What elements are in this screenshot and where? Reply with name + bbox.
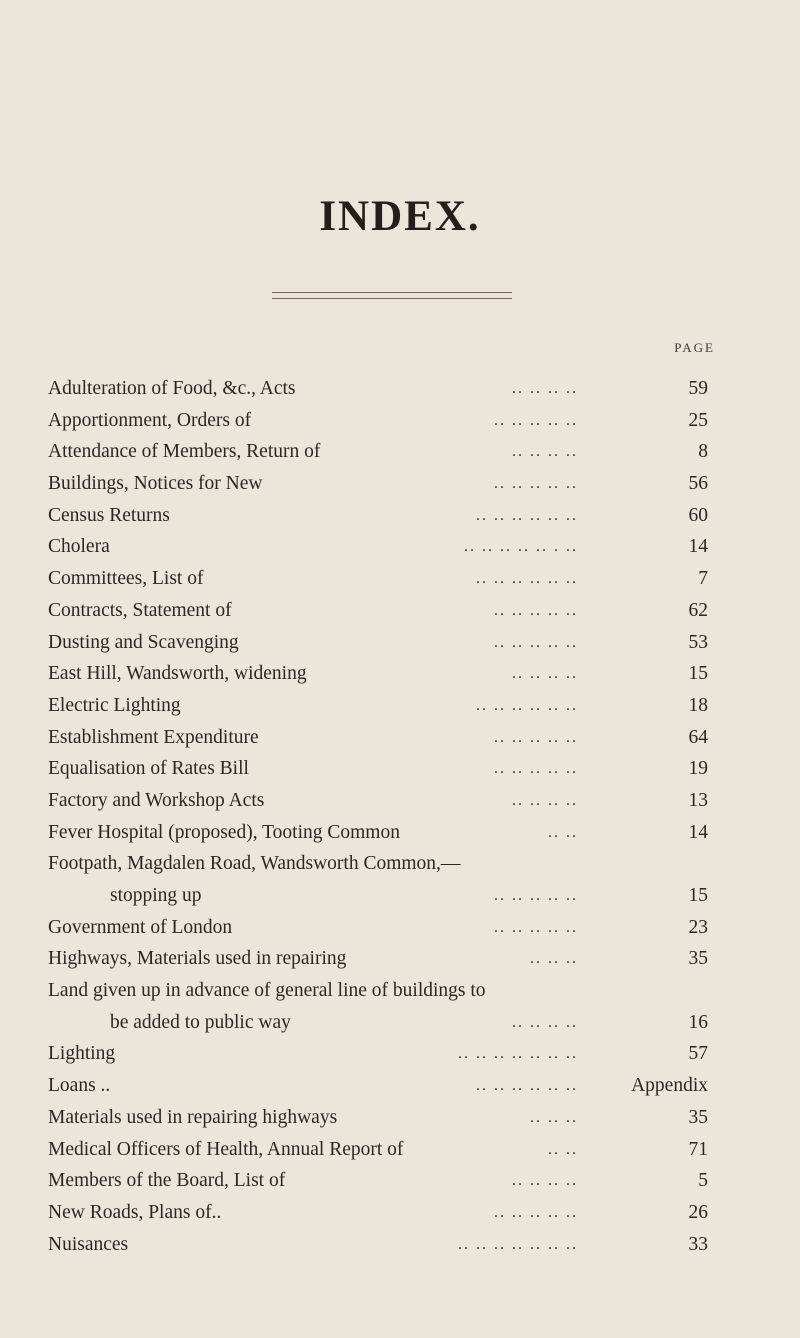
- entry-page-number: 33: [688, 1233, 708, 1255]
- entry-label: Government of London: [48, 916, 233, 938]
- dot-leader: .. .. .. .. ..: [494, 760, 578, 778]
- dot-leader: .. .. .. ..: [512, 1013, 578, 1031]
- dot-leader: .. .. .. .. .. ..: [476, 696, 578, 714]
- entry-label: Dusting and Scavenging: [48, 631, 239, 653]
- index-entry: [48, 405, 708, 437]
- dot-leader: .. .. .. .. ..: [494, 601, 578, 619]
- dot-leader: .. .. .. .. ..: [494, 918, 578, 936]
- entry-page-number: 15: [688, 663, 708, 685]
- entry-label: Equalisation of Rates Bill: [48, 758, 249, 780]
- entry-page-number: 25: [688, 409, 708, 431]
- entry-label: Apportionment, Orders of: [48, 409, 252, 431]
- page-title: INDEX.: [319, 193, 481, 240]
- entry-label: Factory and Workshop Acts: [48, 789, 265, 811]
- entry-label: Electric Lighting: [48, 694, 181, 716]
- dot-leader: .. .. .. .. ..: [494, 887, 578, 904]
- index-entry: [48, 848, 708, 880]
- entry-page-number: 23: [688, 916, 708, 938]
- index-entry: [48, 658, 708, 690]
- entry-label: Footpath, Magdalen Road, Wandsworth Common,—: [48, 853, 461, 875]
- entry-page-number: 14: [688, 821, 708, 843]
- dot-leader: .. .. .. .. .. ..: [476, 570, 578, 588]
- dot-leader: .. .. .. .. .. ..: [476, 1077, 578, 1095]
- entry-page-number: 35: [688, 1106, 708, 1128]
- dot-leader: .. .. .. ..: [512, 380, 578, 397]
- index-entry: [48, 373, 708, 405]
- entry-page-number: 14: [688, 536, 708, 558]
- index-entry: [48, 595, 708, 627]
- index-entry: [48, 1070, 708, 1102]
- index-entry: [48, 975, 708, 1007]
- index-entry: [48, 880, 708, 912]
- index-entry: [48, 500, 708, 532]
- index-entry: [48, 1007, 708, 1039]
- dot-leader: .. .. .. .. ..: [494, 728, 578, 746]
- index-entry: [48, 563, 708, 595]
- index-entry: [48, 943, 708, 975]
- entry-page-number: 53: [688, 631, 708, 653]
- entry-page-number: 15: [688, 885, 708, 906]
- entry-label: Cholera: [48, 536, 110, 558]
- entry-label: Adulteration of Food, &c., Acts: [48, 378, 296, 399]
- index-entry: [48, 531, 708, 563]
- index-entry: [48, 753, 708, 785]
- entry-label: Materials used in repairing highways: [48, 1106, 338, 1128]
- entry-label: stopping up: [110, 885, 202, 906]
- dot-leader: .. .. .. ..: [512, 665, 578, 683]
- entry-page-number: 59: [688, 378, 708, 399]
- entry-page-number: 7: [698, 568, 708, 590]
- index-entry: [48, 722, 708, 754]
- dot-leader: .. ..: [548, 823, 578, 841]
- index-entry: [48, 436, 708, 468]
- entry-label: Medical Officers of Health, Annual Report of: [48, 1138, 404, 1160]
- entry-page-number: 64: [688, 726, 708, 748]
- dot-leader: .. .. .. .. .. . ..: [464, 538, 578, 556]
- entry-page-number: Appendix: [631, 1075, 708, 1097]
- entry-page-number: 35: [688, 948, 708, 970]
- index-entry: [48, 1229, 708, 1261]
- entry-page-number: 56: [688, 473, 708, 495]
- index-entry: [48, 1134, 708, 1166]
- dot-leader: .. .. .. ..: [512, 1172, 578, 1190]
- title-divider: [272, 292, 512, 299]
- index-entry: [48, 817, 708, 849]
- entry-label: Land given up in advance of general line of buildings to: [48, 980, 486, 1002]
- entry-page-number: 62: [688, 599, 708, 621]
- entry-label: Fever Hospital (proposed), Tooting Common: [48, 821, 400, 843]
- entry-label: Attendance of Members, Return of: [48, 441, 321, 463]
- dot-leader: .. .. .. ..: [512, 791, 578, 809]
- entry-label: Lighting: [48, 1043, 116, 1065]
- entry-label: Establishment Expenditure: [48, 726, 259, 748]
- index-entry: [48, 1165, 708, 1197]
- entry-label: Nuisances: [48, 1233, 129, 1255]
- entry-label: Loans ..: [48, 1075, 111, 1097]
- entry-page-number: 60: [688, 504, 708, 526]
- index-entry: [48, 1102, 708, 1134]
- index-entry: [48, 1038, 708, 1070]
- entry-label: Census Returns: [48, 504, 170, 526]
- entry-page-number: 18: [688, 694, 708, 716]
- dot-leader: .. .. .. .. ..: [494, 411, 578, 429]
- dot-leader: .. .. .. .. .. .. ..: [458, 1045, 578, 1063]
- entry-page-number: 19: [688, 758, 708, 780]
- entry-label: Highways, Materials used in repairing: [48, 948, 347, 970]
- dot-leader: .. .. .. .. .. ..: [476, 506, 578, 524]
- entry-page-number: 26: [688, 1201, 708, 1223]
- entry-label: Contracts, Statement of: [48, 599, 232, 621]
- entry-label: New Roads, Plans of..: [48, 1201, 222, 1223]
- dot-leader: .. ..: [548, 1140, 578, 1158]
- entry-label: be added to public way: [110, 1011, 291, 1033]
- page-column-heading: PAGE: [674, 340, 715, 355]
- entry-label: Committees, List of: [48, 568, 204, 590]
- entry-page-number: 71: [688, 1138, 708, 1160]
- index-list: [48, 373, 708, 1260]
- entry-page-number: 13: [688, 789, 708, 811]
- entry-page-number: 57: [688, 1043, 708, 1065]
- dot-leader: .. .. ..: [530, 1108, 578, 1126]
- index-entry: [48, 912, 708, 944]
- entry-page-number: 8: [698, 441, 708, 463]
- entry-label: East Hill, Wandsworth, widening: [48, 663, 307, 685]
- dot-leader: .. .. .. .. ..: [494, 1203, 578, 1221]
- dot-leader: .. .. ..: [530, 950, 578, 968]
- index-entry: [48, 690, 708, 722]
- entry-label: Buildings, Notices for New: [48, 473, 263, 495]
- index-entry: [48, 1197, 708, 1229]
- index-entry: [48, 627, 708, 659]
- dot-leader: .. .. .. .. .. .. ..: [458, 1235, 578, 1253]
- entry-label: Members of the Board, List of: [48, 1170, 286, 1192]
- dot-leader: .. .. .. .. ..: [494, 633, 578, 651]
- index-entry: [48, 785, 708, 817]
- dot-leader: .. .. .. .. ..: [494, 475, 578, 493]
- dot-leader: .. .. .. ..: [512, 443, 578, 461]
- entry-page-number: 16: [688, 1011, 708, 1033]
- entry-page-number: 5: [698, 1170, 708, 1192]
- index-entry: [48, 468, 708, 500]
